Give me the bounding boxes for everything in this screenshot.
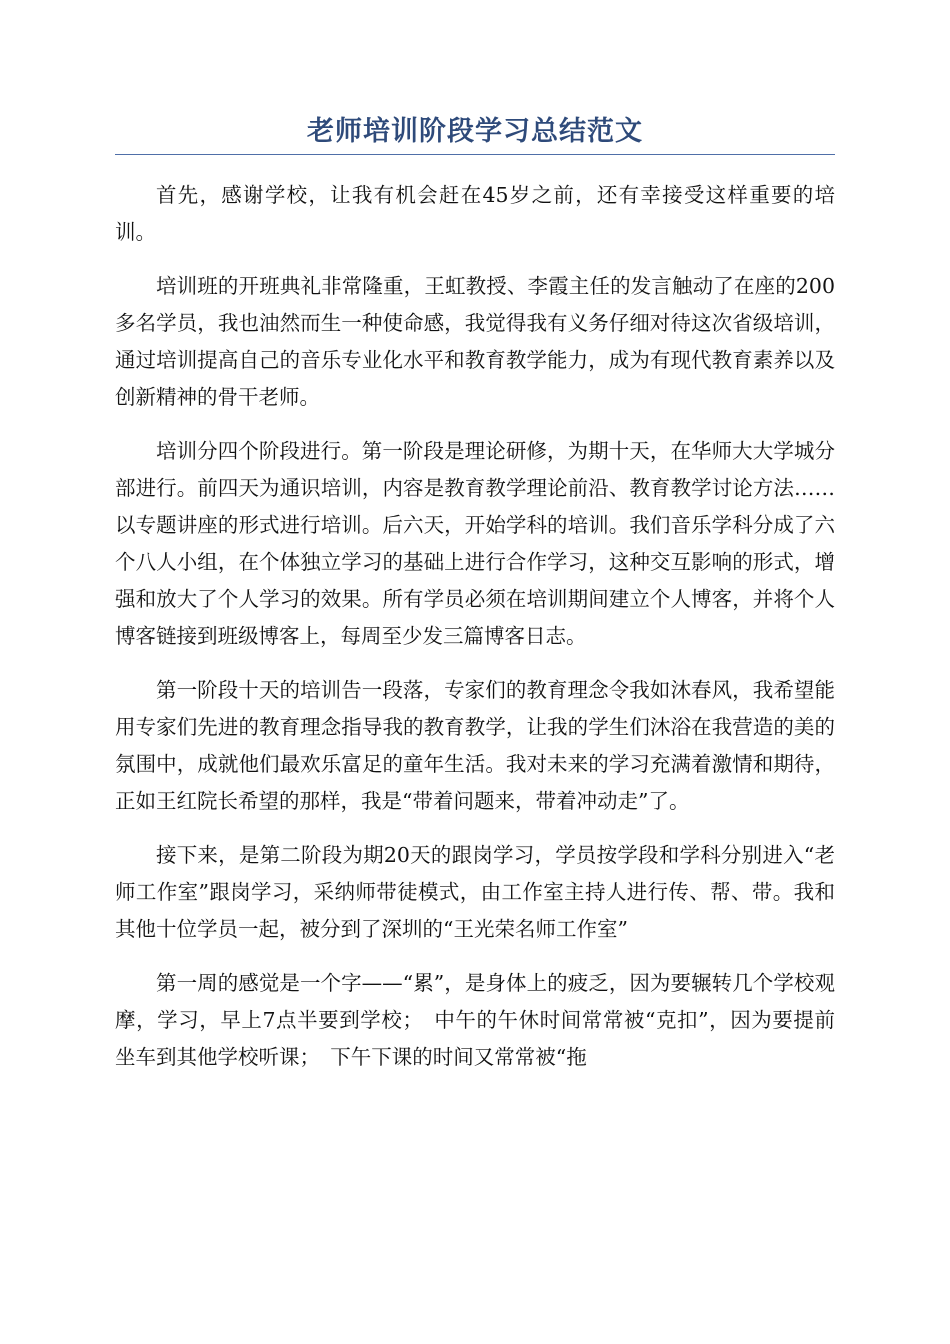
- document-title: 老师培训阶段学习总结范文: [307, 116, 643, 147]
- title-underline: [115, 154, 835, 155]
- paragraph-6: 第一周的感觉是一个字——“累”，是身体上的疲乏，因为要辗转几个学校观摩，学习，早上7点半要到学校； 中午的午休时间常常被“克扣”，因为要提前坐车到其他学校听课； 下午下课的时间又常常被“拖: [115, 971, 835, 1069]
- document-page: [115, 110, 835, 1093]
- paragraph-2: 培训班的开班典礼非常隆重，王虹教授、李霞主任的发言触动了在座的200多名学员，我也油然而生一种使命感，我觉得我有义务仔细对待这次省级培训，通过培训提高自己的音乐专业化水平和教育教学能力，成为有现代教育素养以及创新精神的骨干老师。: [115, 274, 835, 409]
- paragraph-1: 首先，感谢学校，让我有机会赶在45岁之前，还有幸接受这样重要的培训。: [115, 183, 835, 244]
- paragraph-4: 第一阶段十天的培训告一段落，专家们的教育理念令我如沐春风，我希望能用专家们先进的教育理念指导我的教育教学，让我的学生们沐浴在我营造的美的氛围中，成就他们最欢乐富足的童年生活。我对未来的学习充满着激情和期待，正如王红院长希望的那样，我是“带着问题来，带着冲动走”了。: [115, 678, 835, 813]
- paragraph-5: 接下来，是第二阶段为期20天的跟岗学习，学员按学段和学科分别进入“老师工作室”跟岗学习，采纳师带徒模式，由工作室主持人进行传、帮、带。我和其他十位学员一起，被分到了深圳的“王光荣名师工作室”: [115, 843, 835, 941]
- paragraph-3: 培训分四个阶段进行。第一阶段是理论研修，为期十天，在华师大大学城分部进行。前四天为通识培训，内容是教育教学理论前沿、教育教学讨论方法……以专题讲座的形式进行培训。后六天，开始学科的培训。我们音乐学科分成了六个八人小组，在个体独立学习的基础上进行合作学习，这种交互影响的形式，增强和放大了个人学习的效果。所有学员必须在培训期间建立个人博客，并将个人博客链接到班级博客上，每周至少发三篇博客日志。: [115, 439, 835, 648]
